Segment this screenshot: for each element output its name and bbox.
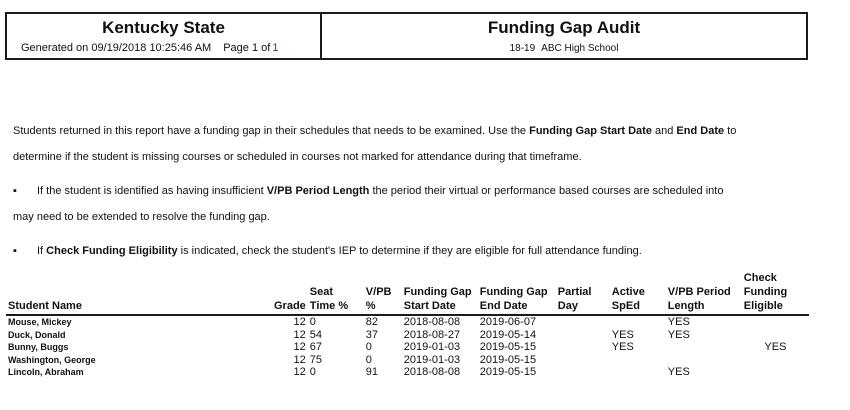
cell-check-eligible: YES: [764, 341, 787, 353]
cell-gap-end: 2019-05-15: [479, 353, 537, 366]
cell-partial-day: [556, 354, 610, 367]
table-header-row: [6, 271, 809, 315]
table-row: [6, 315, 809, 329]
instr-period-length-term: V/PB Period Length: [266, 185, 370, 197]
bullet-period-length: [13, 178, 813, 204]
cell-vpb-pct: 0: [365, 341, 372, 353]
bullet-check-eligibility: [13, 238, 813, 264]
cell-grade: 12: [293, 316, 306, 328]
cell-partial-day: [556, 329, 610, 342]
generated-timestamp: Generated on 09/19/2018 10:25:46 AM: [21, 42, 212, 54]
table-row: [6, 366, 809, 379]
cell-student-name: Mouse, Mickey: [8, 317, 72, 327]
col-partial-day: [556, 271, 610, 315]
report-title: Funding Gap Audit: [487, 18, 641, 37]
header-state-box: [7, 14, 322, 58]
cell-active-sped: YES: [611, 328, 634, 341]
cell-seat-time: 0: [309, 366, 316, 378]
col-label: SpEd: [611, 300, 640, 312]
cell-seat-time: 67: [309, 341, 323, 353]
cell-vpb-pct: 82: [365, 316, 379, 328]
col-label: Time %: [309, 300, 349, 312]
col-student-name: [6, 271, 272, 315]
cell-grade: 12: [293, 353, 306, 366]
cell-gap-start: 2019-01-03: [403, 341, 461, 353]
cell-gap-start: 2018-08-08: [403, 316, 461, 328]
col-period-length: [666, 271, 742, 315]
cell-grade: 12: [293, 341, 306, 353]
state-name: Kentucky State: [102, 18, 225, 37]
col-label: Eligible: [743, 300, 783, 312]
cell-active-sped: [610, 354, 666, 367]
cell-grade: 12: [293, 366, 306, 378]
col-gap-end: [478, 271, 556, 315]
col-label: Student Name: [8, 300, 82, 312]
instructions: [13, 118, 813, 264]
cell-vpb-pct: 91: [365, 366, 379, 378]
cell-gap-start: 2018-08-08: [403, 366, 461, 378]
col-label: Day: [557, 300, 578, 312]
cell-active-sped: [610, 366, 666, 379]
page-label: Page 1 of: [223, 42, 271, 54]
col-label: End Date: [479, 300, 528, 312]
header-title-box: [322, 14, 806, 58]
col-gap-start: [402, 271, 478, 315]
cell-student-name: Bunny, Buggs: [8, 342, 69, 352]
instr-text: is indicated, check the student's IEP to determine if they are eligible for full attendance funding.: [177, 245, 642, 257]
instr-text: If the student is identified as having insufficient: [37, 185, 267, 197]
cell-grade: 12: [293, 328, 306, 341]
cell-partial-day: [556, 366, 610, 379]
col-active-sped: [610, 271, 666, 315]
cell-period-length: YES: [667, 316, 690, 328]
col-label: %: [365, 300, 376, 312]
cell-gap-end: 2019-06-07: [479, 316, 537, 328]
col-label: V/PB: [365, 286, 392, 298]
instr-start-date-term: Funding Gap Start Date: [529, 125, 652, 137]
cell-student-name: Washington, George: [8, 354, 96, 365]
cell-period-length: [666, 341, 742, 354]
cell-check-eligible: [742, 315, 809, 329]
bullet-icon: ▪: [13, 245, 17, 257]
col-check-eligible: [742, 271, 809, 315]
generated-line: [21, 42, 278, 54]
col-vpb-pct: [364, 271, 402, 315]
table-row: [6, 329, 809, 342]
funding-gap-table: [6, 271, 809, 379]
cell-check-eligible: [742, 354, 809, 367]
instr-text: Students returned in this report have a funding gap in their schedules that needs to be examined. Use the: [13, 125, 530, 137]
col-label: Active: [611, 286, 645, 298]
col-label: Partial: [557, 286, 592, 298]
cell-period-length: YES: [667, 366, 690, 378]
instr-eligibility-term: Check Funding Eligibility: [46, 245, 178, 257]
cell-gap-end: 2019-05-15: [479, 341, 537, 353]
instr-text: to: [724, 125, 737, 137]
col-grade: [272, 271, 308, 315]
cell-period-length: [666, 354, 742, 367]
instr-text: and: [651, 125, 677, 137]
cell-active-sped: YES: [611, 341, 634, 353]
school-line: [322, 43, 806, 54]
bullet-period-length-cont: may need to be extended to resolve the funding gap.: [13, 211, 270, 223]
cell-active-sped: [610, 315, 666, 329]
col-label: Grade: [274, 300, 306, 312]
cell-seat-time: 0: [309, 316, 316, 328]
table-row: [6, 354, 809, 367]
col-label: Funding: [743, 286, 788, 298]
cell-student-name: Lincoln, Abraham: [8, 367, 84, 377]
report-header: [5, 12, 808, 60]
school-name: ABC High School: [541, 43, 619, 54]
cell-seat-time: 54: [309, 328, 323, 341]
col-seat-time: [308, 271, 364, 315]
col-label: Seat: [309, 286, 334, 298]
instructions-paragraph: [13, 118, 813, 144]
instr-end-date-term: End Date: [676, 125, 725, 137]
cell-partial-day: [556, 341, 610, 354]
cell-gap-end: 2019-05-14: [479, 328, 537, 341]
page-total: 1: [272, 42, 279, 54]
cell-vpb-pct: 0: [365, 353, 372, 366]
cell-partial-day: [556, 315, 610, 329]
cell-gap-start: 2018-08-27: [403, 328, 461, 341]
instructions-paragraph-cont: determine if the student is missing courses or scheduled in courses not marked for attendance during that timeframe.: [13, 151, 582, 163]
cell-check-eligible: [742, 329, 809, 342]
col-label: Start Date: [403, 300, 456, 312]
school-year: 18-19: [509, 43, 536, 54]
instr-text: the period their virtual or performance based courses are scheduled into: [369, 185, 724, 197]
bullet-icon: ▪: [13, 185, 17, 197]
col-label: V/PB Period: [667, 286, 731, 298]
cell-vpb-pct: 37: [365, 328, 379, 341]
cell-gap-start: 2019-01-03: [403, 353, 461, 366]
table-row: [6, 341, 809, 354]
col-label: Funding Gap: [403, 286, 472, 298]
cell-seat-time: 75: [309, 353, 323, 366]
col-label: Length: [667, 300, 705, 312]
cell-student-name: Duck, Donald: [8, 329, 66, 340]
cell-check-eligible: [742, 366, 809, 379]
col-label: Funding Gap: [479, 286, 548, 298]
cell-period-length: YES: [667, 328, 690, 341]
col-label: Check: [743, 272, 777, 284]
instr-text: If: [37, 245, 47, 257]
cell-gap-end: 2019-05-15: [479, 366, 537, 378]
